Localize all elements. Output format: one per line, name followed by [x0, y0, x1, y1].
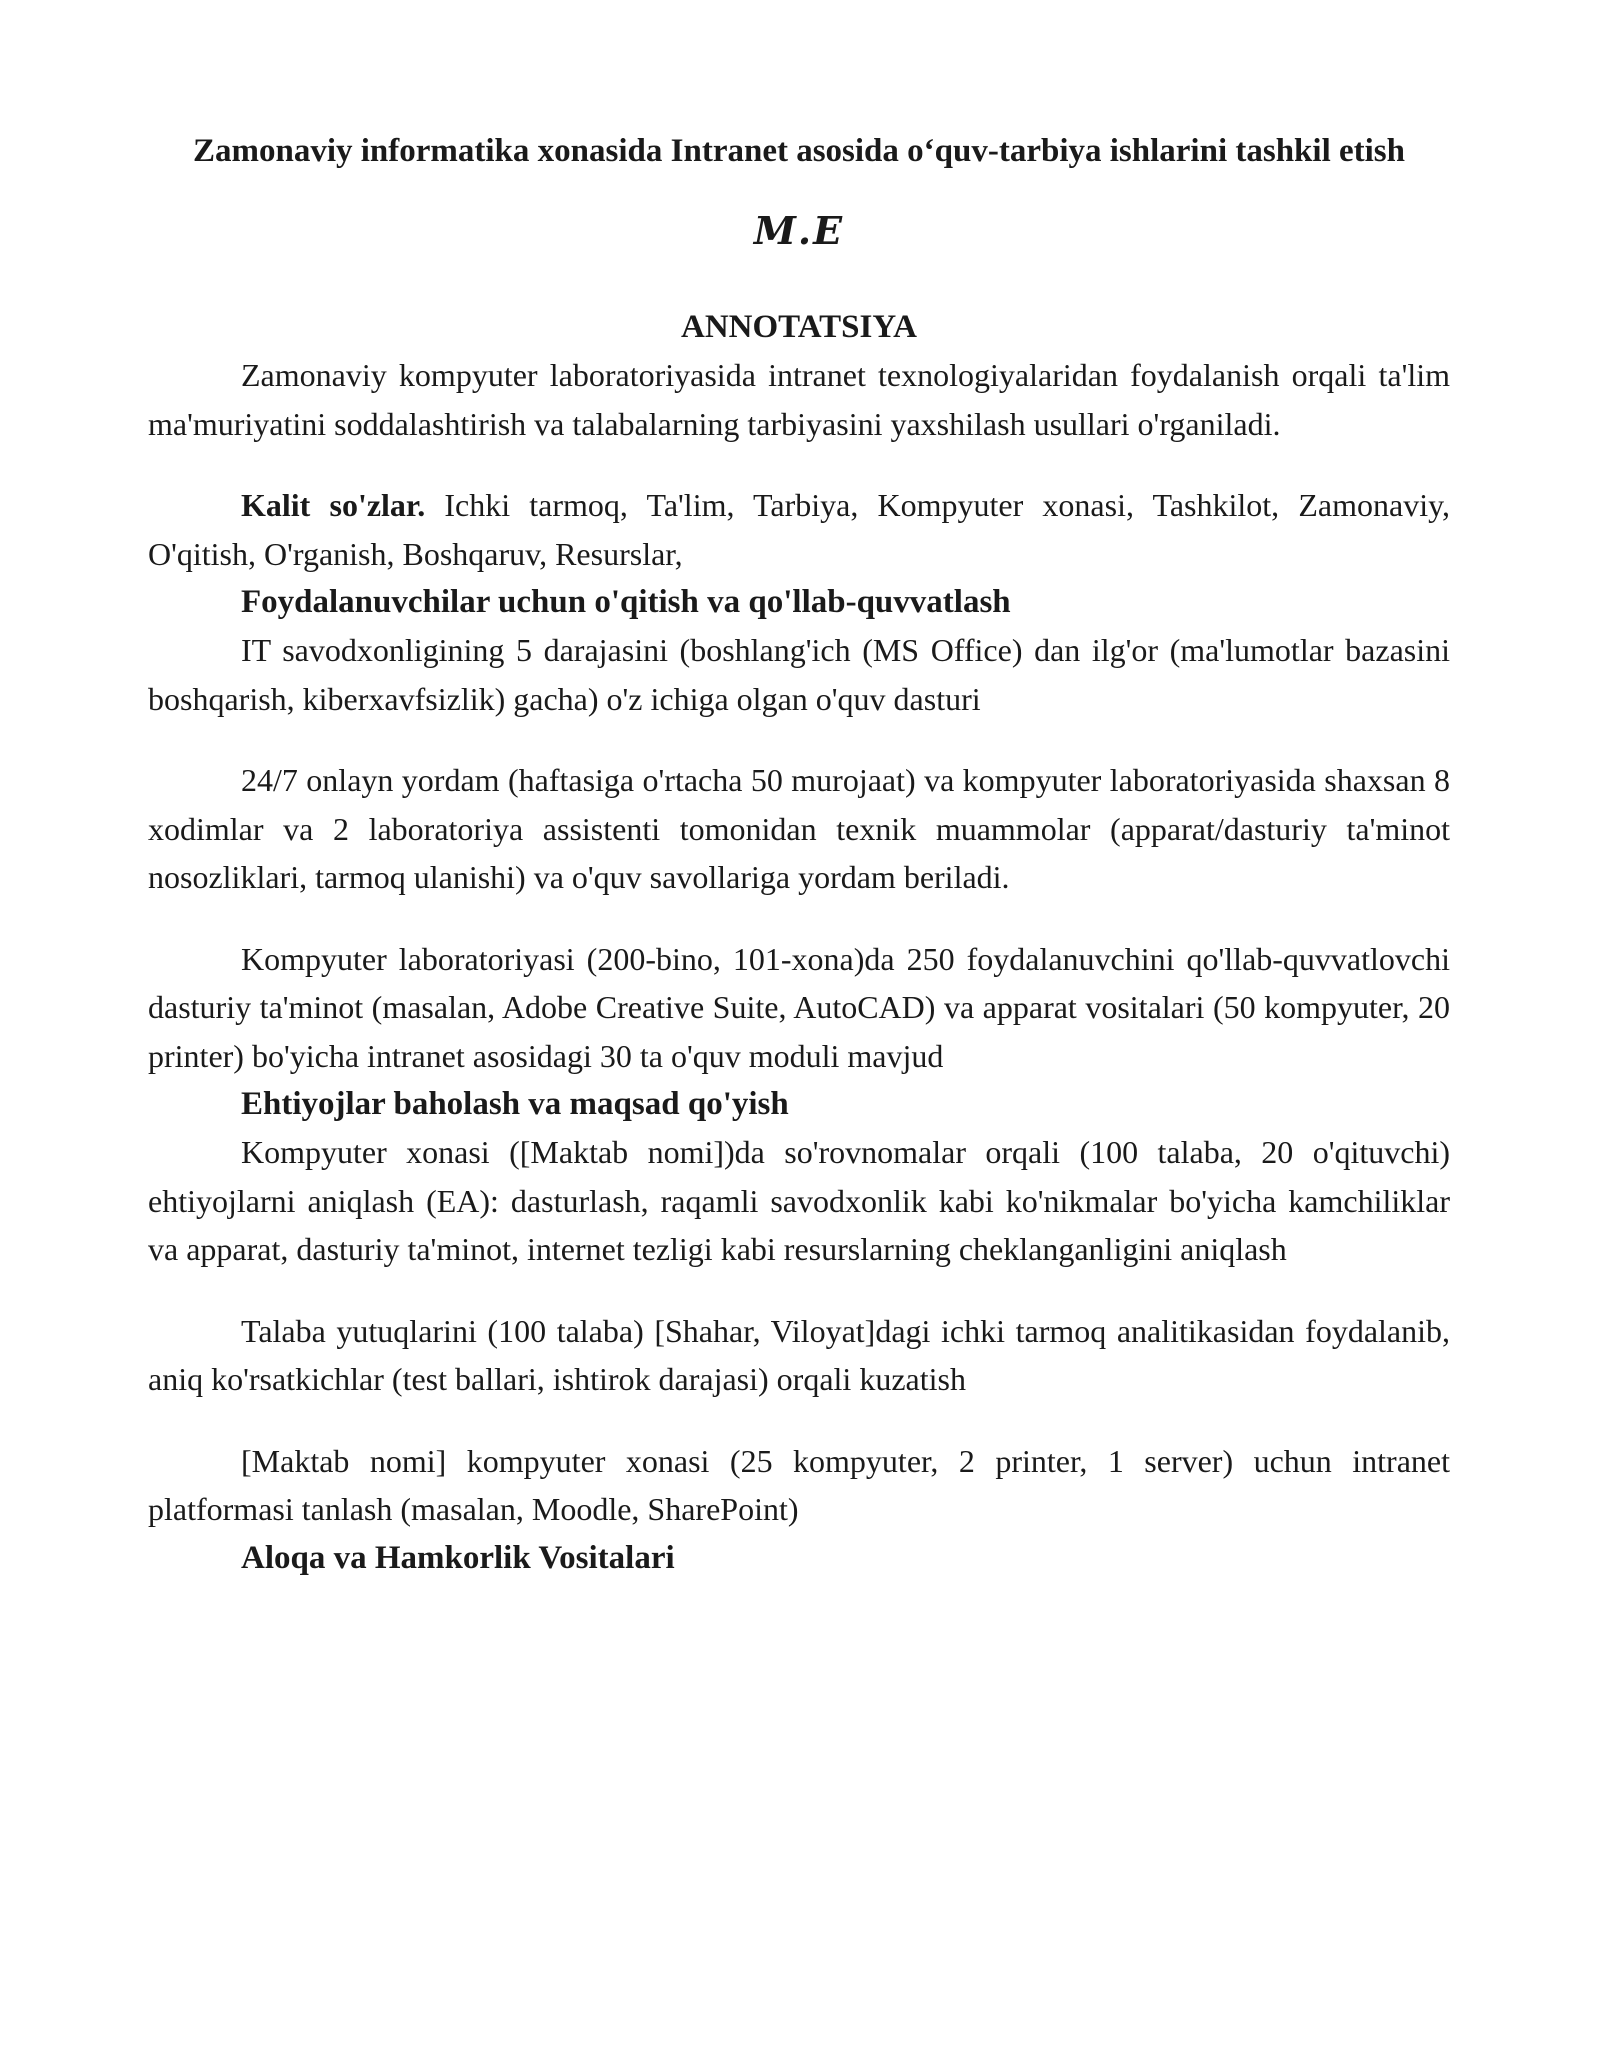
section-paragraph: [Maktab nomi] kompyuter xonasi (25 kompyuter, 2 printer, 1 server) uchun intranet platformasi tanlash (masalan, Moodle, SharePoint) — [148, 1442, 1450, 1527]
section-heading-needs-assessment: Ehtiyojlar baholash va maqsad qo'yish — [241, 1086, 789, 1122]
keywords-text: Ichki tarmoq, Ta'lim, Tarbiya, Kompyuter xonasi, Tashkilot, Zamonaviy, O'qitish, O'rganish, Boshqaruv, Resurslar, — [148, 487, 1451, 572]
section-heading-training: Foydalanuvchilar uchun o'qitish va qo'llab-quvvatlash — [241, 584, 1011, 620]
section-heading-communication-tools: Aloqa va Hamkorlik Vositalari — [241, 1539, 675, 1576]
section-paragraph: 24/7 onlayn yordam (haftasiga o'rtacha 50 murojaat) va kompyuter laboratoriyasida shaxsan 8 xodimlar va 2 laboratoriya assistenti tomonidan texnik muammolar (apparat/dasturiy ta'minot nosozliklari, tarmoq ulanishi) va o'quv savollariga yordam beriladi. — [148, 762, 1450, 895]
keywords-paragraph — [148, 481, 1450, 578]
annotation-heading: ANNOTATSIYA — [681, 309, 917, 345]
section-paragraph: IT savodxonligining 5 darajasini (boshlang'ich (MS Office) dan ilg'or (ma'lumotlar bazasini boshqarish, kiberxavfsizlik) gacha) o'z ichiga olgan o'quv dasturi — [148, 632, 1450, 717]
section-paragraph: Kompyuter xonasi ([Maktab nomi])da so'rovnomalar orqali (100 talaba, 20 o'qituvchi) ehtiyojlarni aniqlash (EA): dasturlash, raqamli savodxonlik kabi ko'nikmalar bo'yicha kamchiliklar va apparat, dasturiy ta'minot, internet tezligi kabi resurslarning cheklanganligini aniqlash — [148, 1134, 1450, 1267]
author-initials: M.E — [753, 208, 845, 253]
keywords-label: Kalit so'zlar. — [241, 487, 426, 523]
document-page — [148, 128, 1450, 1582]
annotation-text: Zamonaviy kompyuter laboratoriyasida intranet texnologiyalaridan foydalanish orqali ta'lim ma'muriyatini soddalashtirish va talabalarning tarbiyasini yaxshilash usullari o'rganiladi. — [148, 357, 1450, 442]
section-paragraph: Kompyuter laboratoriyasi (200-bino, 101-xona)da 250 foydalanuvchini qo'llab-quvvatlovchi dasturiy ta'minot (masalan, Adobe Creative Suite, AutoCAD) va apparat vositalari (50 kompyuter, 20 printer) bo'yicha intranet asosidagi 30 ta o'quv moduli mavjud — [148, 940, 1450, 1074]
document-title: Zamonaviy informatika xonasida Intranet asosida o‘quv-tarbiya ishlarini tashkil etish — [192, 133, 1405, 169]
section-paragraph: Talaba yutuqlarini (100 talaba) [Shahar, Viloyat]dagi ichki tarmoq analitikasidan foydalanib, aniq ko'rsatkichlar (test ballari, ishtirok darajasi) orqali kuzatish — [148, 1312, 1450, 1397]
